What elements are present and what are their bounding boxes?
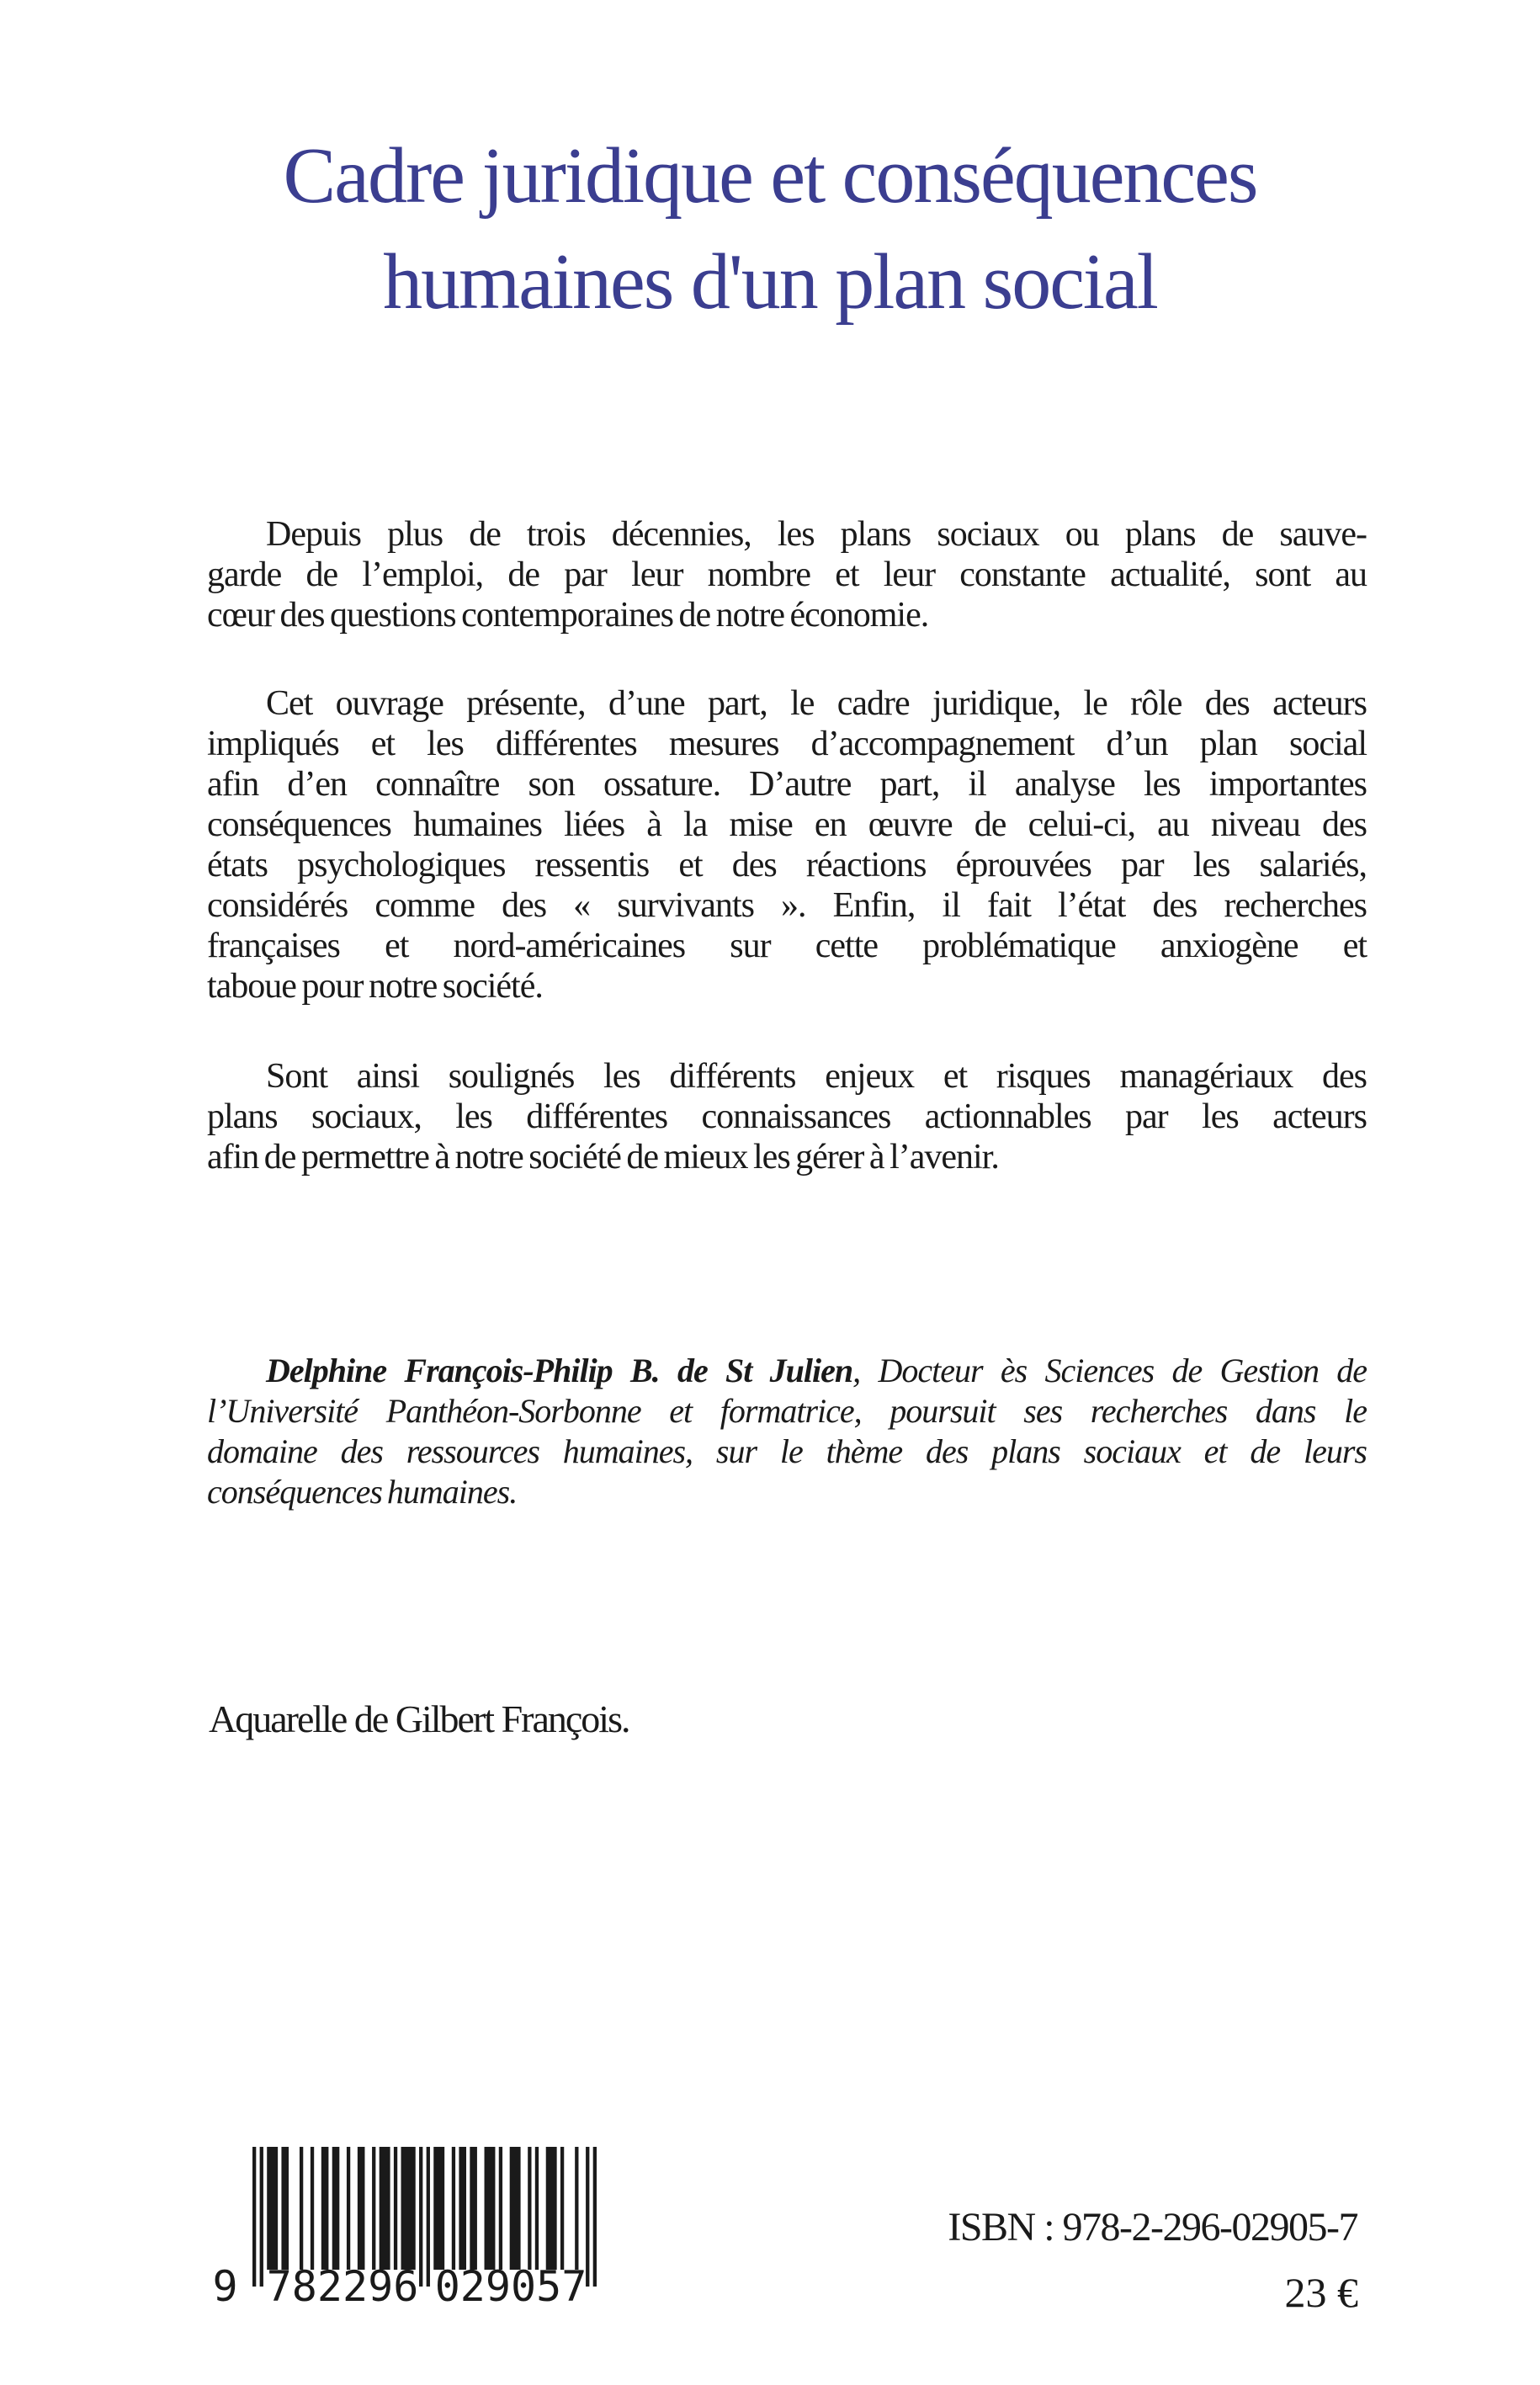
text-line: plans sociaux, les différentes connaissances actionnables par les acteurs <box>207 1097 1367 1136</box>
page-title <box>190 123 1350 335</box>
title-line-2: humaines d'un plan social <box>383 238 1157 326</box>
author-name: Delphine François-Philip B. de St Julien <box>266 1352 853 1389</box>
text-line: domaine des ressources humaines, sur le thème des plans sociaux et de leurs <box>207 1432 1367 1470</box>
isbn-text: ISBN : 978-2-296-02905-7 <box>948 2205 1357 2250</box>
text-line: afin d’en connaître son ossature. D’autre part, il analyse les importantes <box>207 765 1367 804</box>
text-line <box>207 1351 1367 1391</box>
text-line: conséquences humaines liées à la mise en œuvre de celui-ci, au niveau des <box>207 805 1367 844</box>
paragraph-intro <box>207 514 1367 635</box>
text-line: Cet ouvrage présente, d’une part, le cadre juridique, le rôle des acteurs <box>266 684 1367 723</box>
bio-line-rest: , Docteur ès Sciences de Gestion de <box>852 1352 1367 1389</box>
artwork-credit: Aquarelle de Gilbert François. <box>209 1697 629 1740</box>
price-text: 23 € <box>1284 2269 1358 2316</box>
text-line: états psychologiques ressentis et des réactions éprouvées par les salariés, <box>207 846 1367 884</box>
barcode-digit-right-group: 029057 <box>434 2262 587 2311</box>
text-line: impliqués et les différentes mesures d’accompagnement d’un plan social <box>207 725 1367 763</box>
text-line: françaises et nord-américaines sur cette problématique anxiogène et <box>207 927 1367 965</box>
author-bio <box>207 1351 1367 1512</box>
text-line: cœur des questions contemporaines de notre économie. <box>207 596 929 635</box>
text-line: taboue pour notre société. <box>207 967 543 1006</box>
text-line: garde de l’emploi, de par leur nombre et leur constante actualité, sont au <box>207 555 1367 594</box>
barcode-digit-first: 9 <box>212 2262 238 2311</box>
text-line: l’Université Panthéon-Sorbonne et formatrice, poursuit ses recherches dans le <box>207 1392 1367 1430</box>
text-line: considérés comme des « survivants ». Enfin, il fait l’état des recherches <box>207 886 1367 925</box>
barcode-digit-left-group: 782296 <box>266 2262 419 2311</box>
paragraph-conclusion <box>207 1056 1367 1177</box>
text-line: afin de permettre à notre société de mieux les gérer à l’avenir. <box>207 1138 999 1177</box>
text-line: conséquences humaines. <box>207 1473 518 1511</box>
paragraph-content <box>207 683 1367 1007</box>
text-line: Depuis plus de trois décennies, les plans sociaux ou plans de sauve- <box>266 515 1367 554</box>
text-line: Sont ainsi soulignés les différents enjeux et risques managériaux des <box>266 1057 1367 1096</box>
title-line-1: Cadre juridique et conséquences <box>283 132 1257 220</box>
ean-barcode <box>212 2147 597 2315</box>
